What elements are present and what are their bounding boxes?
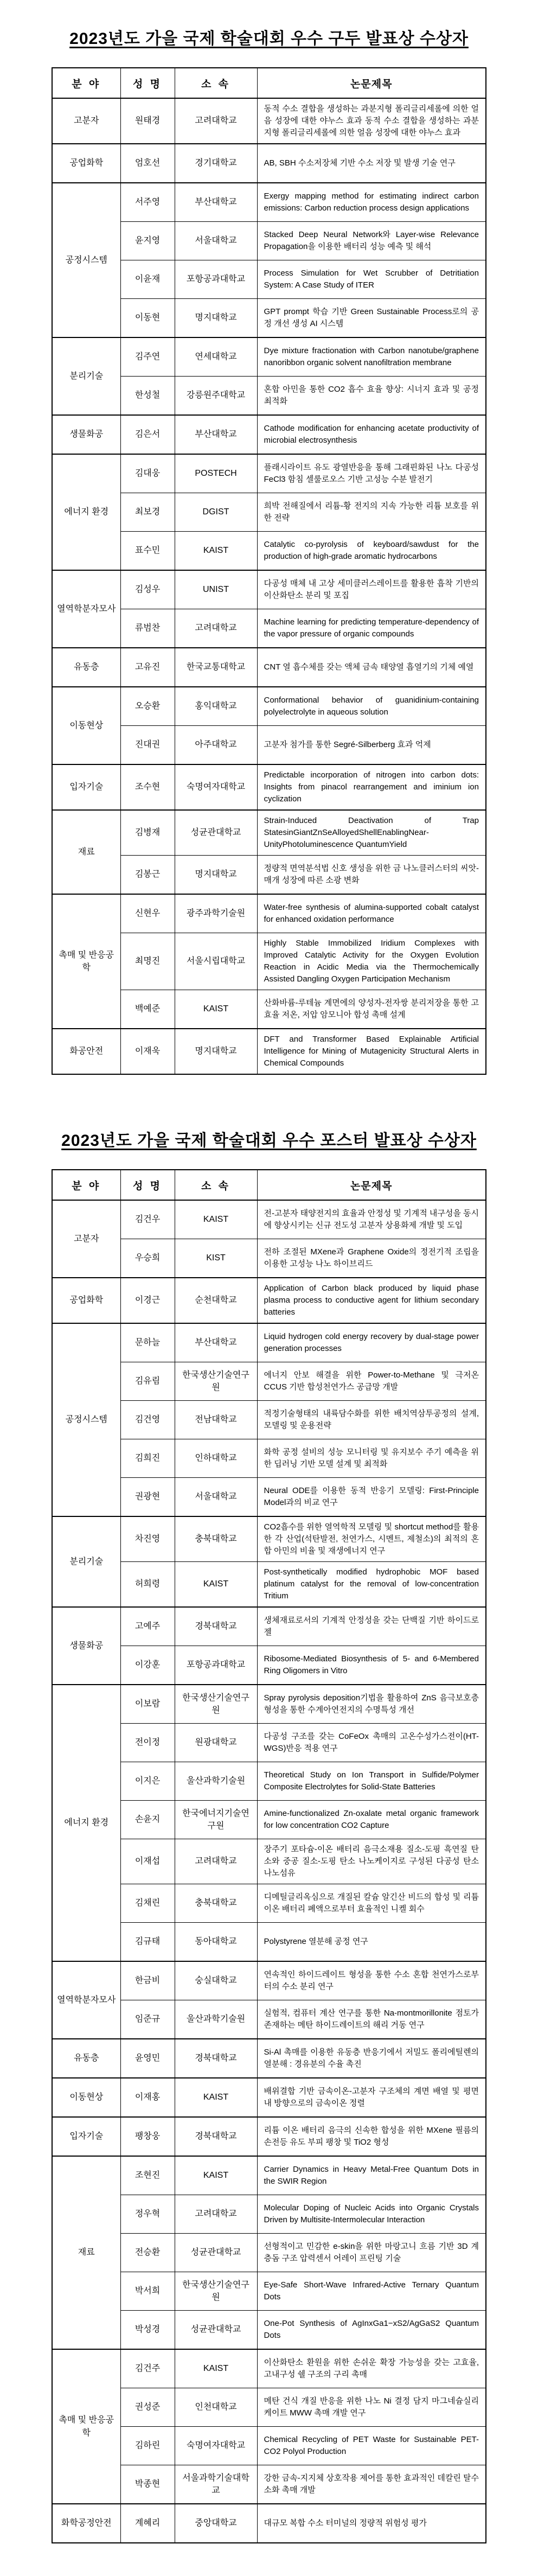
paper-title-cell: 전-고분자 태양전지의 효율과 안정성 및 기계적 내구성을 동시에 향상시키는 신규 전도성 고분자 상용화제 개발 및 도입: [257, 1200, 486, 1239]
header-row: [52, 68, 486, 98]
paper-title-cell: 산화바륨-루테늄 계면에의 양성자-전자쌍 분리저장을 통한 고효율 저온, 저압 암모니아 합성 촉매 설계: [257, 990, 486, 1029]
affiliation-cell: 고려대학교: [175, 1839, 257, 1884]
affiliation-cell: 숙명여자대학교: [175, 2427, 257, 2465]
paper-title-cell: 리튬 이온 배터리 음극의 신속한 합성을 위한 MXene 필름의 손전등 유도 부피 팽창 및 TiO2 형성: [257, 2117, 486, 2156]
table-row: [52, 2117, 486, 2156]
paper-title-cell: Polystyrene 열분해 공정 연구: [257, 1923, 486, 1962]
paper-title-cell: 정량적 면역분석법 신호 생성을 위한 금 나노클러스터의 씨앗-매개 성장에 따른 소광 변화: [257, 856, 486, 895]
paper-title-cell: Predictable incorporation of nitrogen into carbon dots: Insights from pinacol rearrangement and iminium ion cyclization: [257, 764, 486, 810]
affiliation-cell: 충북대학교: [175, 1516, 257, 1562]
name-cell: 최명진: [120, 933, 175, 990]
poster-award-title: 2023년도 가을 국제 학술대회 우수 포스터 발표상 수상자: [61, 1132, 477, 1150]
affiliation-cell: 서울시립대학교: [175, 933, 257, 990]
affiliation-cell: 원광대학교: [175, 1724, 257, 1762]
table-row: [52, 2156, 486, 2195]
field-cell: 생물화공: [52, 1607, 120, 1685]
name-cell: 권광현: [120, 1478, 175, 1517]
paper-title-cell: Exergy mapping method for estimating indirect carbon emissions: Carbon reduction process design applications: [257, 183, 486, 222]
table-row: [52, 2504, 486, 2543]
field-cell: 공업화학: [52, 144, 120, 183]
paper-title-cell: 혼합 아민을 통한 CO2 흡수 효율 향상: 시너지 효과 및 공정 최적화: [257, 377, 486, 416]
column-header: 논문제목: [257, 68, 486, 98]
field-cell: 에너지 환경: [52, 454, 120, 570]
table-row: [52, 415, 486, 454]
table-row: [52, 1278, 486, 1323]
paper-title-cell: Neural ODE를 이용한 동적 반응기 모델링: First-Principle Model과의 비교 연구: [257, 1478, 486, 1517]
name-cell: 류범찬: [120, 609, 175, 648]
field-cell: 촉매 및 반응공학: [52, 894, 120, 1029]
column-header: 소 속: [175, 68, 257, 98]
table-row: [52, 454, 486, 493]
column-header: 성 명: [120, 1170, 175, 1200]
affiliation-cell: 울산과학기술원: [175, 1762, 257, 1801]
table-row: [52, 1200, 486, 1239]
paper-title-cell: 연속적인 하이드레이트 형성을 통한 수소 혼합 천연가스로부터의 수소 분리 연구: [257, 1961, 486, 2000]
name-cell: 이지은: [120, 1762, 175, 1801]
affiliation-cell: UNIST: [175, 570, 257, 609]
table-row: [52, 183, 486, 222]
paper-title-cell: Liquid hydrogen cold energy recovery by dual-stage power generation processes: [257, 1323, 486, 1362]
field-cell: 유동층: [52, 648, 120, 687]
affiliation-cell: 강릉원주대학교: [175, 377, 257, 416]
affiliation-cell: 명지대학교: [175, 856, 257, 895]
field-cell: 고분자: [52, 98, 120, 144]
name-cell: 이경근: [120, 1278, 175, 1323]
affiliation-cell: 고려대학교: [175, 2195, 257, 2234]
field-cell: 분리기술: [52, 1516, 120, 1607]
poster-award-section: [0, 1127, 538, 2543]
paper-title-cell: Cathode modification for enhancing acetate productivity of microbial electrosynthesis: [257, 415, 486, 454]
paper-title-cell: Dye mixture fractionation with Carbon nanotube/graphene nanoribbon organic solvent nanofiltration membrane: [257, 337, 486, 377]
paper-title-cell: 전하 조절된 MXene과 Graphene Oxide의 정전기적 조립을 이용한 고성능 나노 하이브리드: [257, 1239, 486, 1278]
paper-title-cell: Ribosome-Mediated Biosynthesis of 5- and 6-Membered Ring Oligomers in Vitro: [257, 1646, 486, 1685]
affiliation-cell: 동아대학교: [175, 1923, 257, 1962]
name-cell: 오승환: [120, 687, 175, 726]
name-cell: 문하늘: [120, 1323, 175, 1362]
name-cell: 최보경: [120, 493, 175, 532]
name-cell: 한금비: [120, 1961, 175, 2000]
name-cell: 정우혁: [120, 2195, 175, 2234]
table-row: [52, 1516, 486, 1562]
paper-title-cell: Chemical Recycling of PET Waste for Sustainable PET-CO2 Polyol Production: [257, 2427, 486, 2465]
column-header: 논문제목: [257, 1170, 486, 1200]
name-cell: 김성우: [120, 570, 175, 609]
name-cell: 김대웅: [120, 454, 175, 493]
affiliation-cell: KAIST: [175, 2156, 257, 2195]
name-cell: 윤지영: [120, 222, 175, 260]
name-cell: 김규태: [120, 1923, 175, 1962]
name-cell: 박성경: [120, 2311, 175, 2350]
paper-title-cell: Strain-Induced Deactivation of Trap StatesinGiantZnSeAlloyedShellEnablingNear-UnityPhotoluminescence QuantumYield: [257, 810, 486, 856]
field-cell: 입자기술: [52, 764, 120, 810]
name-cell: 이강훈: [120, 1646, 175, 1685]
affiliation-cell: 포항공과대학교: [175, 260, 257, 299]
paper-title-cell: 배위결합 기반 금속이온-고분자 구조체의 계면 배열 및 평면 내 방향으로의 금속이온 정렬: [257, 2078, 486, 2117]
name-cell: 박서희: [120, 2272, 175, 2311]
name-cell: 김봉근: [120, 856, 175, 895]
affiliation-cell: POSTECH: [175, 454, 257, 493]
name-cell: 손윤지: [120, 1801, 175, 1839]
paper-title-cell: DFT and Transformer Based Explainable Artificial Intelligence for Mining of Mutagenicity Structural Alerts in Chemical Compounds: [257, 1029, 486, 1074]
name-cell: 임준규: [120, 2000, 175, 2039]
name-cell: 김채린: [120, 1884, 175, 1923]
affiliation-cell: 숭실대학교: [175, 1961, 257, 2000]
affiliation-cell: 성균관대학교: [175, 2311, 257, 2350]
paper-title-cell: CO2흡수를 위한 열역학적 모델링 및 shortcut method를 활용한 각 산업(석탄발전, 천연가스, 시멘트, 제철소)의 최적의 혼합 아민의 비율 및 재생에너지 연구: [257, 1516, 486, 1562]
table-row: [52, 894, 486, 933]
field-cell: 생물화공: [52, 415, 120, 454]
name-cell: 김희진: [120, 1439, 175, 1478]
affiliation-cell: 서울과학기술대학교: [175, 2465, 257, 2504]
name-cell: 이재욱: [120, 1029, 175, 1074]
name-cell: 팽창웅: [120, 2117, 175, 2156]
name-cell: 이보람: [120, 1685, 175, 1724]
paper-title-cell: 생체재료로서의 기계적 안정성을 갖는 단백질 기반 하이드로젤: [257, 1607, 486, 1646]
name-cell: 진대권: [120, 726, 175, 765]
affiliation-cell: DGIST: [175, 493, 257, 532]
name-cell: 김은서: [120, 415, 175, 454]
field-cell: 열역학분자모사: [52, 570, 120, 648]
paper-title-cell: Application of Carbon black produced by liquid phase plasma process to conductive agent for lithium secondary batteries: [257, 1278, 486, 1323]
name-cell: 이재홍: [120, 2078, 175, 2117]
paper-title-cell: Amine-functionalized Zn-oxalate metal organic framework for low concentration CO2 Capture: [257, 1801, 486, 1839]
name-cell: 윤영민: [120, 2039, 175, 2078]
paper-title-cell: 선형적이고 민감한 e-skin을 위한 마랑고니 흐름 기반 3D 계층돔 구조 압력센서 어레이 프린팅 기술: [257, 2234, 486, 2272]
affiliation-cell: 경북대학교: [175, 1607, 257, 1646]
affiliation-cell: 서울대학교: [175, 222, 257, 260]
affiliation-cell: 충북대학교: [175, 1884, 257, 1923]
paper-title-cell: Carrier Dynamics in Heavy Metal-Free Quantum Dots in the SWIR Region: [257, 2156, 486, 2195]
affiliation-cell: 전남대학교: [175, 1401, 257, 1439]
column-header: 소 속: [175, 1170, 257, 1200]
affiliation-cell: 인하대학교: [175, 1439, 257, 1478]
name-cell: 김하린: [120, 2427, 175, 2465]
paper-title-cell: Spray pyrolysis deposition기법을 활용하여 ZnS 음극보호층 형성을 통한 수계아연전지의 수명특성 개선: [257, 1685, 486, 1724]
table-row: [52, 2039, 486, 2078]
name-cell: 신현우: [120, 894, 175, 933]
table-row: [52, 570, 486, 609]
affiliation-cell: KIST: [175, 1239, 257, 1278]
affiliation-cell: 경북대학교: [175, 2039, 257, 2078]
paper-title-cell: Process Simulation for Wet Scrubber of Detritiation System: A Case Study of ITER: [257, 260, 486, 299]
field-cell: 공업화학: [52, 1278, 120, 1323]
paper-title-cell: 다공성 구조를 갖는 CoFeOx 촉매의 고온수성가스전이(HT-WGS)반응 적용 연구: [257, 1724, 486, 1762]
field-cell: 이동현상: [52, 2078, 120, 2117]
name-cell: 김병재: [120, 810, 175, 856]
field-cell: 화학공정안전: [52, 2504, 120, 2543]
affiliation-cell: 부산대학교: [175, 415, 257, 454]
name-cell: 표수민: [120, 532, 175, 571]
affiliation-cell: 아주대학교: [175, 726, 257, 765]
name-cell: 고유진: [120, 648, 175, 687]
affiliation-cell: 명지대학교: [175, 299, 257, 338]
name-cell: 이동현: [120, 299, 175, 338]
affiliation-cell: 인천대학교: [175, 2388, 257, 2427]
affiliation-cell: 연세대학교: [175, 337, 257, 377]
paper-title-cell: Catalytic co-pyrolysis of keyboard/sawdust for the production of high-grade aromatic hydrocarbons: [257, 532, 486, 571]
affiliation-cell: 경기대학교: [175, 144, 257, 183]
affiliation-cell: 중앙대학교: [175, 2504, 257, 2543]
column-header: 분 야: [52, 1170, 120, 1200]
paper-title-cell: AB, SBH 수소저장체 기반 수소 저장 및 발생 기술 연구: [257, 144, 486, 183]
field-cell: 촉매 및 반응공학: [52, 2349, 120, 2504]
affiliation-cell: 포항공과대학교: [175, 1646, 257, 1685]
paper-title-cell: Post-synthetically modified hydrophobic MOF based platinum catalyst for the removal of low-concentration Tritium: [257, 1562, 486, 1608]
paper-title-cell: 플래시라이트 유도 광열반응을 통해 그래핀화된 나노 다공성 FeCl3 함침 셀룰로오스 기반 고성능 수분 발전기: [257, 454, 486, 493]
affiliation-cell: 홍익대학교: [175, 687, 257, 726]
affiliation-cell: 한국생산기술연구원: [175, 1685, 257, 1724]
table-row: [52, 2078, 486, 2117]
paper-title-cell: GPT prompt 학습 기반 Green Sustainable Process로의 공정 개선 생성 AI 시스템: [257, 299, 486, 338]
oral-award-table: [52, 67, 486, 1075]
paper-title-cell: 메탄 건식 개질 반응을 위한 나노 Ni 결정 담지 마그네슘실리케이트 MWW 촉매 개발 연구: [257, 2388, 486, 2427]
affiliation-cell: 광주과학기술원: [175, 894, 257, 933]
paper-title-cell: Stacked Deep Neural Network와 Layer-wise Relevance Propagation을 이용한 배터리 성능 예측 및 해석: [257, 222, 486, 260]
paper-title-cell: 디메틸글리옥심으로 개질된 칼슘 알긴산 비드의 합성 및 리튬 이온 배터리 폐액으로부터 효율적인 니켈 회수: [257, 1884, 486, 1923]
paper-title-cell: 강한 금속-지지체 상호작용 제어를 통한 효과적인 데칼린 탈수소화 촉매 개발: [257, 2465, 486, 2504]
name-cell: 조현진: [120, 2156, 175, 2195]
affiliation-cell: KAIST: [175, 1562, 257, 1608]
affiliation-cell: 성균관대학교: [175, 810, 257, 856]
name-cell: 원태경: [120, 98, 175, 144]
name-cell: 이재섭: [120, 1839, 175, 1884]
paper-title-cell: 희박 전해질에서 리튬-황 전지의 지속 가능한 리튬 보호를 위한 전략: [257, 493, 486, 532]
name-cell: 허희령: [120, 1562, 175, 1608]
table-row: [52, 648, 486, 687]
name-cell: 서주영: [120, 183, 175, 222]
name-cell: 김건우: [120, 1200, 175, 1239]
affiliation-cell: 명지대학교: [175, 1029, 257, 1074]
name-cell: 차진영: [120, 1516, 175, 1562]
field-cell: 재료: [52, 810, 120, 894]
table-row: [52, 2349, 486, 2388]
affiliation-cell: 순천대학교: [175, 1278, 257, 1323]
field-cell: 공정시스템: [52, 183, 120, 337]
affiliation-cell: 서울대학교: [175, 1478, 257, 1517]
name-cell: 김건주: [120, 2349, 175, 2388]
paper-title-cell: Si-Al 촉매를 이용한 유동층 반응기에서 저밀도 폴리에틸렌의 열분해 : 경유분의 수율 촉진: [257, 2039, 486, 2078]
field-cell: 고분자: [52, 1200, 120, 1278]
column-header: 성 명: [120, 68, 175, 98]
table-row: [52, 1961, 486, 2000]
paper-title-cell: Eye-Safe Short-Wave Infrared-Active Ternary Quantum Dots: [257, 2272, 486, 2311]
field-cell: 공정시스템: [52, 1323, 120, 1516]
name-cell: 전승환: [120, 2234, 175, 2272]
paper-title-cell: 다공성 매체 내 고상 세미클러스레이트를 활용한 흡착 기반의 이산화탄소 분리 및 포집: [257, 570, 486, 609]
affiliation-cell: 경북대학교: [175, 2117, 257, 2156]
name-cell: 김주연: [120, 337, 175, 377]
paper-title-cell: 실험적, 컴퓨터 계산 연구를 통한 Na-montmorillonite 점토가 존재하는 메탄 하이드레이트의 해리 거동 연구: [257, 2000, 486, 2039]
field-cell: 분리기술: [52, 337, 120, 415]
paper-title-cell: 에너지 안보 해결을 위한 Power-to-Methane 및 극저온 CCUS 기반 합성천연가스 공급망 개발: [257, 1362, 486, 1401]
name-cell: 김유림: [120, 1362, 175, 1401]
paper-title-cell: CNT 열 흡수체를 갖는 액체 금속 태양열 흡열기의 기체 예열: [257, 648, 486, 687]
affiliation-cell: KAIST: [175, 2078, 257, 2117]
affiliation-cell: KAIST: [175, 1200, 257, 1239]
affiliation-cell: 고려대학교: [175, 98, 257, 144]
paper-title-cell: 장주기 포타슘-이온 배터리 음극소재용 질소-도핑 흑연질 탄소와 중공 질소-도핑 탄소 나노케이지로 구성된 다공성 탄소 나노섬유: [257, 1839, 486, 1884]
table-row: [52, 1685, 486, 1724]
affiliation-cell: 숙명여자대학교: [175, 764, 257, 810]
table-row: [52, 337, 486, 377]
paper-title-cell: 대규모 복합 수소 터미널의 정량적 위험성 평가: [257, 2504, 486, 2543]
oral-award-section: [0, 25, 538, 1075]
paper-title-cell: One-Pot Synthesis of AgInxGa1−xS2/AgGaS2 Quantum Dots: [257, 2311, 486, 2350]
affiliation-cell: 울산과학기술원: [175, 2000, 257, 2039]
name-cell: 전이정: [120, 1724, 175, 1762]
table-row: [52, 764, 486, 810]
name-cell: 권성준: [120, 2388, 175, 2427]
affiliation-cell: 고려대학교: [175, 609, 257, 648]
field-cell: 화공안전: [52, 1029, 120, 1074]
paper-title-cell: 화학 공정 설비의 성능 모니터링 및 유지보수 주기 예측을 위한 딥러닝 기반 모델 설계 및 최적화: [257, 1439, 486, 1478]
affiliation-cell: 한국생산기술연구원: [175, 2272, 257, 2311]
affiliation-cell: KAIST: [175, 990, 257, 1029]
field-cell: 열역학분자모사: [52, 1961, 120, 2039]
table-row: [52, 810, 486, 856]
affiliation-cell: 부산대학교: [175, 183, 257, 222]
table-row: [52, 144, 486, 183]
table-row: [52, 98, 486, 144]
table-row: [52, 1029, 486, 1074]
paper-title-cell: 동적 수소 결합을 생성하는 과분지형 폴리글리세롤에 의한 얼음 성장에 대한 야누스 효과 동적 수소 결합을 생성하는 과분지형 폴리글리세롤에 의한 얼음 성장에 대한 야누스 효과: [257, 98, 486, 144]
header-row: [52, 1170, 486, 1200]
name-cell: 이윤재: [120, 260, 175, 299]
field-cell: 에너지 환경: [52, 1685, 120, 1961]
affiliation-cell: 성균관대학교: [175, 2234, 257, 2272]
paper-title-cell: 적정기술형태의 내륙담수화를 위한 배치역삼투공정의 설계, 모델링 및 운용전략: [257, 1401, 486, 1439]
paper-title-cell: Highly Stable Immobilized Iridium Complexes with Improved Catalytic Activity for the Oxygen Evolution Reaction in Acidic Media via the Thermochemically Assisted Dangling Oxygen Participation Mechanism: [257, 933, 486, 990]
field-cell: 이동현상: [52, 687, 120, 764]
table-row: [52, 1323, 486, 1362]
paper-title-cell: 이산화탄소 환원을 위한 손쉬운 확장 가능성을 갖는 고효율, 고내구성 쉘 구조의 구리 촉매: [257, 2349, 486, 2388]
paper-title-cell: Conformational behavior of guanidinium-containing polyelectrolyte in aqueous solution: [257, 687, 486, 726]
name-cell: 고예주: [120, 1607, 175, 1646]
field-cell: 유동층: [52, 2039, 120, 2078]
table-row: [52, 1607, 486, 1646]
affiliation-cell: KAIST: [175, 2349, 257, 2388]
paper-title-cell: Machine learning for predicting temperature-dependency of the vapor pressure of organic compounds: [257, 609, 486, 648]
name-cell: 조수현: [120, 764, 175, 810]
oral-award-title: 2023년도 가을 국제 학술대회 우수 구두 발표상 수상자: [69, 30, 469, 48]
affiliation-cell: KAIST: [175, 532, 257, 571]
paper-title-cell: Molecular Doping of Nucleic Acids into Organic Crystals Driven by Multisite-Intermolecular Interaction: [257, 2195, 486, 2234]
affiliation-cell: 부산대학교: [175, 1323, 257, 1362]
name-cell: 김건영: [120, 1401, 175, 1439]
field-cell: 재료: [52, 2156, 120, 2349]
name-cell: 박종현: [120, 2465, 175, 2504]
field-cell: 입자기술: [52, 2117, 120, 2156]
paper-title-cell: Theoretical Study on Ion Transport in Sulfide/Polymer Composite Electrolytes for Solid-State Batteries: [257, 1762, 486, 1801]
name-cell: 계혜리: [120, 2504, 175, 2543]
table-row: [52, 687, 486, 726]
affiliation-cell: 한국교통대학교: [175, 648, 257, 687]
paper-title-cell: Water-free synthesis of alumina-supported cobalt catalyst for enhanced oxidation performance: [257, 894, 486, 933]
affiliation-cell: 한국에너지기술연구원: [175, 1801, 257, 1839]
name-cell: 백예준: [120, 990, 175, 1029]
column-header: 분 야: [52, 68, 120, 98]
affiliation-cell: 한국생산기술연구원: [175, 1362, 257, 1401]
paper-title-cell: 고분자 첨가를 통한 Segré-Silberberg 효과 억제: [257, 726, 486, 765]
poster-award-table: [52, 1169, 486, 2543]
name-cell: 한성철: [120, 377, 175, 416]
name-cell: 엄호선: [120, 144, 175, 183]
name-cell: 우승희: [120, 1239, 175, 1278]
